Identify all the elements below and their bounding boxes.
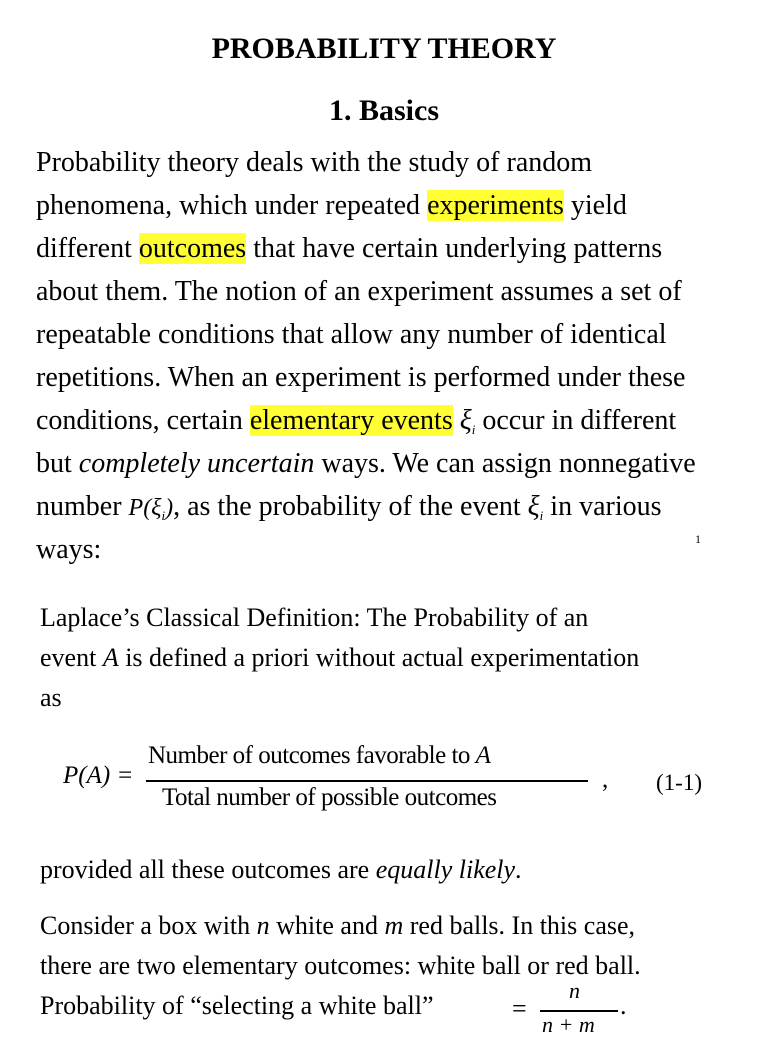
fraction-numerator: n [569,978,580,1003]
equation-label: (1-1) [656,770,702,795]
probability-symbol: $P(\xi_i)$ [128,495,174,523]
equals-sign: = [512,994,527,1023]
equation-lhs: P(A) = [63,762,134,789]
text-line: but completely uncertain ways. We can assign nonnegative [36,448,696,479]
text-line: different outcomes that have certain underlying patterns [36,233,663,264]
page-number: 1 [695,532,701,546]
equation-numerator: Number of outcomes favorable to A [148,742,491,769]
xi-symbol: $\xi_i$ [459,405,476,437]
text-line: about them. The notion of an experiment assumes a set of [36,276,682,307]
fraction-bar [146,780,588,782]
highlight: outcomes [138,233,247,264]
text-line: repetitions. When an experiment is performed under these [36,362,686,393]
page-title: PROBABILITY THEORY [211,32,557,65]
text-line: Probability of “selecting a white ball” [40,991,434,1020]
text-line: Laplace’s Classical Definition: The Probability of an [40,603,589,632]
text-line: phenomena, which under repeated experiments yield [36,190,627,221]
equation-comma: , [602,766,609,793]
equation-denominator: Total number of possible outcomes [162,784,497,811]
text-line: ways: [36,534,102,565]
text-line: repeatable conditions that allow any number of identical [36,319,667,350]
text-line: as [40,683,62,712]
xi-symbol: $\xi_i$ [527,491,544,523]
text-line: there are two elementary outcomes: white ball or red ball. [40,951,641,980]
highlight: elementary events [249,405,453,436]
period: . [620,991,627,1020]
fraction-denominator: n + m [542,1012,595,1037]
text-line: conditions, certain elementary events $\xi_i$ occur in different [36,405,677,437]
highlight: experiments [427,190,564,221]
text-line: Consider a box with n white and m red balls. In this case, [40,911,636,940]
text-line: Probability theory deals with the study of random [36,147,593,178]
text-line: number $P(\xi_i)$, as the probability of the event $\xi_i$ in various [36,491,662,523]
equally-likely-line: provided all these outcomes are equally likely. [40,855,522,884]
text-line: event A is defined a priori without actual experimentation [40,643,640,672]
section-heading: 1. Basics [328,94,439,127]
